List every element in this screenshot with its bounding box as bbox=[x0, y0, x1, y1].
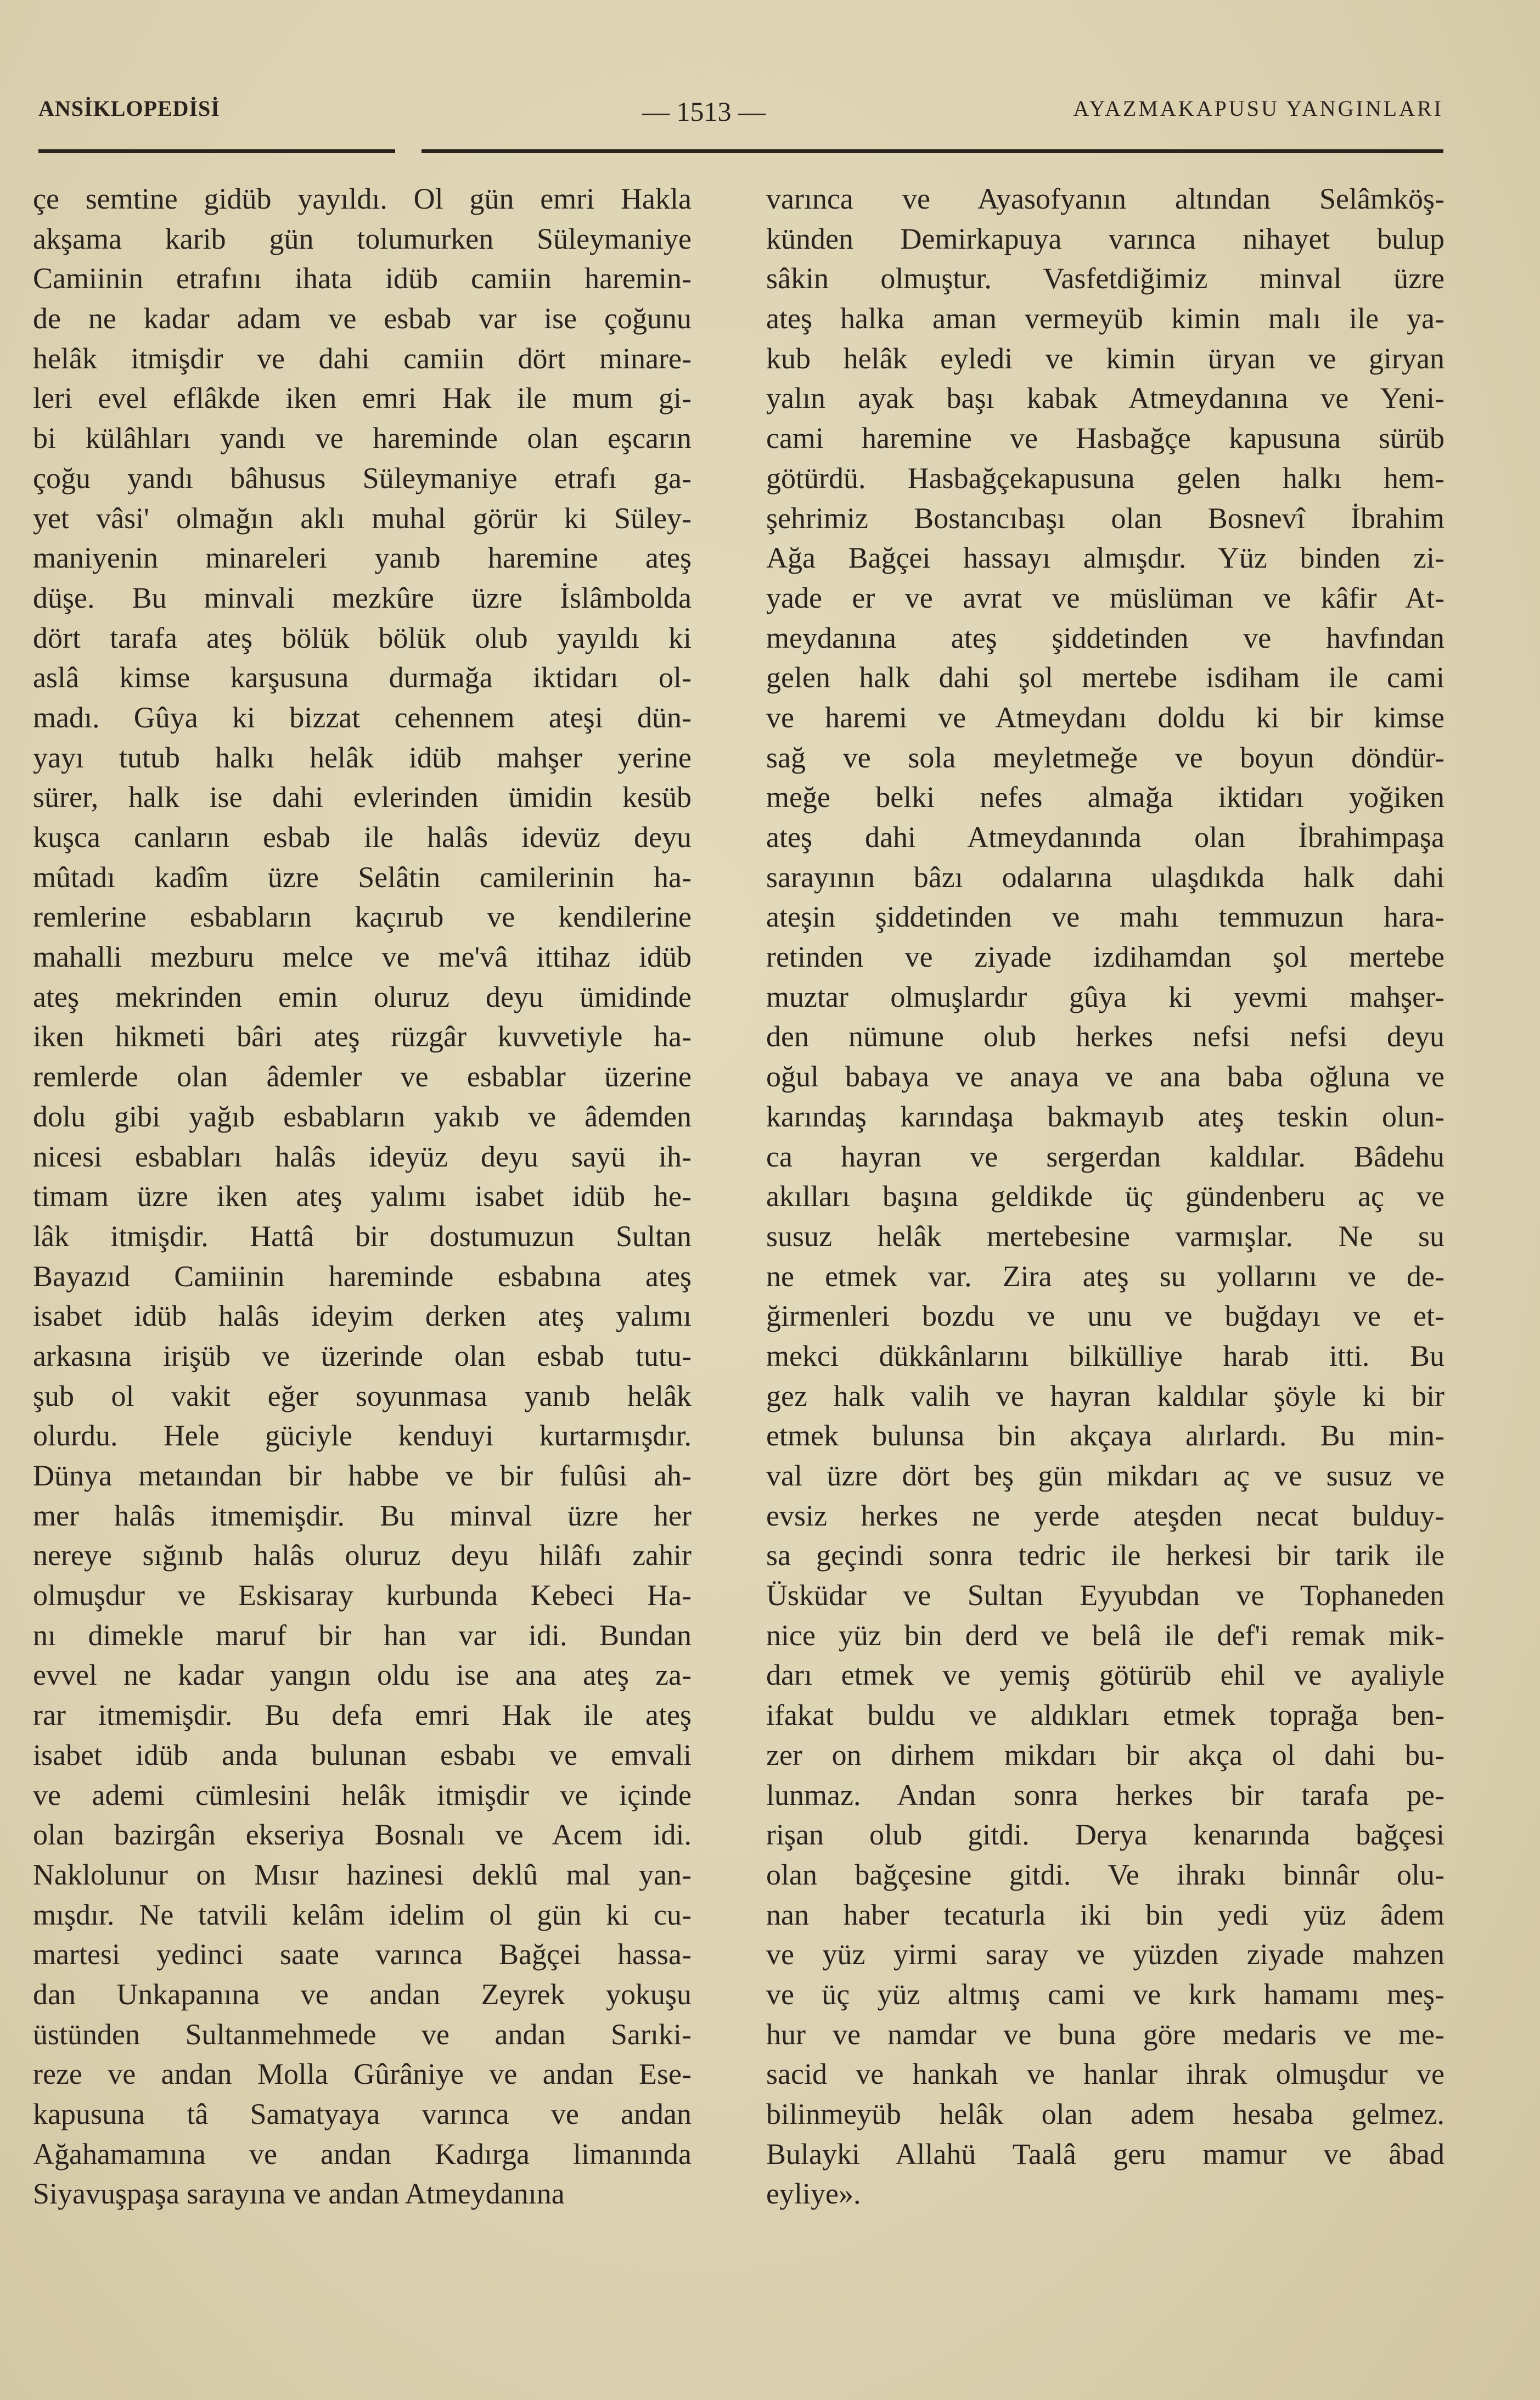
text-line: reze ve andan Molla Gûrâniye ve andan Ese- bbox=[33, 2057, 692, 2091]
text-line: aslâ kimse karşusuna durmağa iktidarı ol- bbox=[33, 661, 692, 694]
text-line: dört tarafa ateş bölük bölük olub yayıldı ki bbox=[33, 621, 692, 654]
text-line: den nümune olub herkes nefsi nefsi deyu bbox=[766, 1020, 1445, 1053]
text-line: götürdü. Hasbağçekapusuna gelen halkı hem- bbox=[766, 461, 1445, 495]
text-line: ifakat buldu ve aldıkları etmek toprağa ben- bbox=[766, 1698, 1445, 1732]
text-line: nice yüz bin derd ve belâ ile def'i remak mik- bbox=[766, 1618, 1445, 1652]
text-line: meğe belki nefes almağa iktidarı yoğiken bbox=[766, 781, 1445, 814]
text-line: sa geçindi sonra tedric ile herkesi bir tarik ile bbox=[766, 1539, 1445, 1572]
running-title-right: AYAZMAKAPUSU YANGINLARI bbox=[1073, 96, 1443, 121]
text-line: mûtadı kadîm üzre Selâtin camilerinin ha- bbox=[33, 860, 692, 894]
text-line: akşama karib gün tolumurken Süleymaniye bbox=[33, 222, 692, 255]
text-line: sürer, halk ise dahi evlerinden ümidin kesüb bbox=[33, 781, 692, 814]
text-line: ğirmenleri bozdu ve unu ve buğdayı ve et- bbox=[766, 1299, 1445, 1333]
text-line: Dünya metaından bir habbe ve bir fulûsi ah- bbox=[33, 1459, 692, 1492]
text-line: lâk itmişdir. Hattâ bir dostumuzun Sultan bbox=[33, 1219, 692, 1253]
text-line: mışdır. Ne tatvili kelâm idelim ol gün ki cu- bbox=[33, 1898, 692, 1931]
text-line: kapusuna tâ Samatyaya varınca ve andan bbox=[33, 2098, 692, 2130]
text-line: ateş dahi Atmeydanında olan İbrahimpaşa bbox=[766, 821, 1445, 854]
text-line: mer halâs itmemişdir. Bu minval üzre her bbox=[33, 1499, 692, 1532]
page-number: — 1513 — bbox=[642, 96, 766, 127]
text-line: varınca ve Ayasofyanın altından Selâmköş- bbox=[766, 182, 1445, 215]
text-line: şehrimiz Bostancıbaşı olan Bosnevî İbrahim bbox=[766, 501, 1445, 535]
text-line: sacid ve hankah ve hanlar ihrak olmuşdur ve bbox=[766, 2057, 1445, 2091]
text-line: ateşin şiddetinden ve mahı temmuzun hara- bbox=[766, 900, 1445, 934]
text-line: ca hayran ve sergerdan kaldılar. Bâdehu bbox=[766, 1140, 1445, 1173]
text-line: isabet idüb halâs ideyim derken ateş yalımı bbox=[33, 1299, 692, 1333]
text-line: üstünden Sultanmehmede ve andan Sarıki- bbox=[33, 2017, 692, 2051]
text-line: martesi yedinci saate varınca Bağçei hassa- bbox=[33, 1938, 692, 1971]
text-line: remlerine esbabların kaçırub ve kendilerine bbox=[33, 900, 692, 934]
text-line: çe semtine gidüb yayıldı. Ol gün emri Hakla bbox=[33, 182, 692, 215]
text-line: ne etmek var. Zira ateş su yollarını ve de- bbox=[766, 1259, 1445, 1293]
text-line: leri evel eflâkde iken emri Hak ile mum gi- bbox=[33, 382, 692, 415]
text-line: ve yüz yirmi saray ve yüzden ziyade mahzen bbox=[766, 1938, 1445, 1971]
text-line: sarayının bâzı odalarına ulaşdıkda halk dahi bbox=[766, 860, 1445, 894]
text-line: Bulayki Allahü Taalâ geru mamur ve âbad bbox=[766, 2137, 1445, 2171]
text-line: nan haber tecaturla iki bin yedi yüz âdem bbox=[766, 1898, 1445, 1931]
text-line: yayı tutub halkı helâk idüb mahşer yerine bbox=[33, 741, 692, 774]
text-line: isabet idüb anda bulunan esbabı ve emvali bbox=[33, 1738, 692, 1771]
text-line: val üzre dört beş gün mikdarı aç ve susuz ve bbox=[766, 1459, 1445, 1492]
text-line: helâk itmişdir ve dahi camiin dört minare- bbox=[33, 341, 692, 375]
text-line: Siyavuşpaşa sarayına ve andan Atmeydanına bbox=[33, 2177, 565, 2211]
text-line: zer on dirhem mikdarı bir akça ol dahi bu- bbox=[766, 1738, 1445, 1771]
text-line: sâkin olmuştur. Vasfetdiğimiz minval üzre bbox=[766, 262, 1445, 295]
text-line: eyliye». bbox=[766, 2177, 861, 2211]
text-line: ve ademi cümlesini helâk itmişdir ve içinde bbox=[33, 1778, 692, 1812]
text-line: mahalli mezburu melce ve me'vâ ittihaz idüb bbox=[33, 940, 692, 974]
text-line: dolu gibi yağıb esbabların yakıb ve âdemden bbox=[33, 1100, 692, 1133]
text-line: nereye sığınıb halâs oluruz deyu hilâfı zahir bbox=[33, 1539, 692, 1572]
text-line: Camiinin etrafını ihata idüb camiin haremin- bbox=[33, 262, 692, 295]
text-line: Üsküdar ve Sultan Eyyubdan ve Tophaneden bbox=[766, 1579, 1445, 1612]
text-line: akılları başına geldikde üç gündenberu aç ve bbox=[766, 1180, 1445, 1213]
left-text-column bbox=[33, 179, 692, 2214]
header-rule-right bbox=[421, 149, 1443, 153]
text-line: kuşca canların esbab ile halâs idevüz deyu bbox=[33, 821, 692, 854]
text-line: Naklolunur on Mısır hazinesi deklû mal yan- bbox=[33, 1858, 692, 1891]
text-line: sağ ve sola meyletmeğe ve boyun döndür- bbox=[766, 741, 1445, 774]
text-line: bi külâhları yandı ve hareminde olan eşcarın bbox=[33, 422, 692, 455]
text-line: evvel ne kadar yangın oldu ise ana ateş za- bbox=[33, 1658, 692, 1692]
text-line: ve haremi ve Atmeydanı doldu ki bir kimse bbox=[766, 700, 1445, 734]
text-line: maniyenin minareleri yanıb haremine ateş bbox=[33, 541, 692, 575]
right-text-column bbox=[766, 179, 1445, 2214]
text-line: cami haremine ve Hasbağçe kapusuna sürüb bbox=[766, 422, 1445, 455]
text-line: Bayazıd Camiinin hareminde esbabına ateş bbox=[33, 1259, 692, 1293]
text-line: remlerde olan âdemler ve esbablar üzerine bbox=[33, 1060, 692, 1094]
text-line: rişan olub gitdi. Derya kenarında bağçesi bbox=[766, 1818, 1445, 1852]
text-line: yade er ve avrat ve müslüman ve kâfir At- bbox=[766, 581, 1445, 614]
text-line: bilinmeyüb helâk olan adem hesaba gelmez. bbox=[766, 2098, 1445, 2130]
text-line: karındaş karındaşa bakmayıb ateş teskin olun- bbox=[766, 1100, 1445, 1133]
text-line: Ağahamamına ve andan Kadırga limanında bbox=[33, 2137, 692, 2171]
text-line: susuz helâk mertebesine varmışlar. Ne su bbox=[766, 1219, 1445, 1253]
text-line: mekci dükkânlarını bilkülliye harab itti. Bu bbox=[766, 1339, 1445, 1372]
text-line: evsiz herkes ne yerde ateşden necat bulduy- bbox=[766, 1499, 1445, 1532]
text-line: şub ol vakit eğer soyunmasa yanıb helâk bbox=[33, 1379, 692, 1412]
text-line: hur ve namdar ve buna göre medaris ve me- bbox=[766, 2017, 1445, 2051]
text-line: Ağa Bağçei hassayı almışdır. Yüz binden zi- bbox=[766, 541, 1445, 575]
running-title-left: ANSİKLOPEDİSİ bbox=[38, 96, 220, 121]
text-line: arkasına irişüb ve üzerinde olan esbab tutu- bbox=[33, 1339, 692, 1372]
text-line: meydanına ateş şiddetinden ve havfından bbox=[766, 621, 1445, 654]
text-line: etmek bulunsa bin akçaya alırlardı. Bu min- bbox=[766, 1419, 1445, 1453]
text-line: ateş mekrinden emin oluruz deyu ümidinde bbox=[33, 980, 692, 1013]
text-line: lunmaz. Andan sonra herkes bir tarafa pe- bbox=[766, 1778, 1445, 1812]
text-line: madı. Gûya ki bizzat cehennem ateşi dün- bbox=[33, 700, 692, 734]
text-line: ateş halka aman vermeyüb kimin malı ile ya- bbox=[766, 302, 1445, 335]
text-line: rar itmemişdir. Bu defa emri Hak ile ateş bbox=[33, 1698, 692, 1732]
text-line: olurdu. Hele güciyle kenduyi kurtarmışdır. bbox=[33, 1419, 692, 1453]
text-line: oğul babaya ve anaya ve ana baba oğluna ve bbox=[766, 1060, 1445, 1094]
text-line: timam üzre iken ateş yalımı isabet idüb he- bbox=[33, 1180, 692, 1213]
text-line: yalın ayak başı kabak Atmeydanına ve Yeni- bbox=[766, 382, 1445, 415]
text-line: düşe. Bu minvali mezkûre üzre İslâmbolda bbox=[33, 581, 692, 614]
text-line: muztar olmuşlardır gûya ki yevmi mahşer- bbox=[766, 980, 1445, 1013]
text-line: olan bazirgân ekseriya Bosnalı ve Acem idi. bbox=[33, 1818, 692, 1852]
text-line: çoğu yandı bâhusus Süleymaniye etrafı ga- bbox=[33, 461, 692, 495]
text-line: darı etmek ve yemiş götürüb ehil ve ayaliyle bbox=[766, 1658, 1445, 1692]
text-line: künden Demirkapuya varınca nihayet bulup bbox=[766, 222, 1445, 255]
text-line: nicesi esbabları halâs ideyüz deyu sayü ih- bbox=[33, 1140, 692, 1173]
text-line: de ne kadar adam ve esbab var ise çoğunu bbox=[33, 302, 692, 335]
text-line: gez halk valih ve hayran kaldılar şöyle ki bir bbox=[766, 1379, 1445, 1412]
text-line: nı dimekle maruf bir han var idi. Bundan bbox=[33, 1618, 692, 1652]
text-line: ve üç yüz altmış cami ve kırk hamamı meş- bbox=[766, 1977, 1445, 2011]
text-line: yet vâsi' olmağın aklı muhal görür ki Süley- bbox=[33, 501, 692, 535]
header-rule-left bbox=[38, 149, 395, 153]
text-line: iken hikmeti bâri ateş rüzgâr kuvvetiyle ha- bbox=[33, 1020, 692, 1053]
page-header bbox=[38, 82, 1443, 137]
text-line: dan Unkapanına ve andan Zeyrek yokuşu bbox=[33, 1977, 692, 2011]
text-line: kub helâk eyledi ve kimin üryan ve giryan bbox=[766, 341, 1445, 375]
text-line: retinden ve ziyade izdihamdan şol mertebe bbox=[766, 940, 1445, 974]
text-line: gelen halk dahi şol mertebe isdiham ile cami bbox=[766, 661, 1445, 694]
text-line: olmuşdur ve Eskisaray kurbunda Kebeci Ha- bbox=[33, 1579, 692, 1612]
text-line: olan bağçesine gitdi. Ve ihrakı binnâr olu- bbox=[766, 1858, 1445, 1891]
